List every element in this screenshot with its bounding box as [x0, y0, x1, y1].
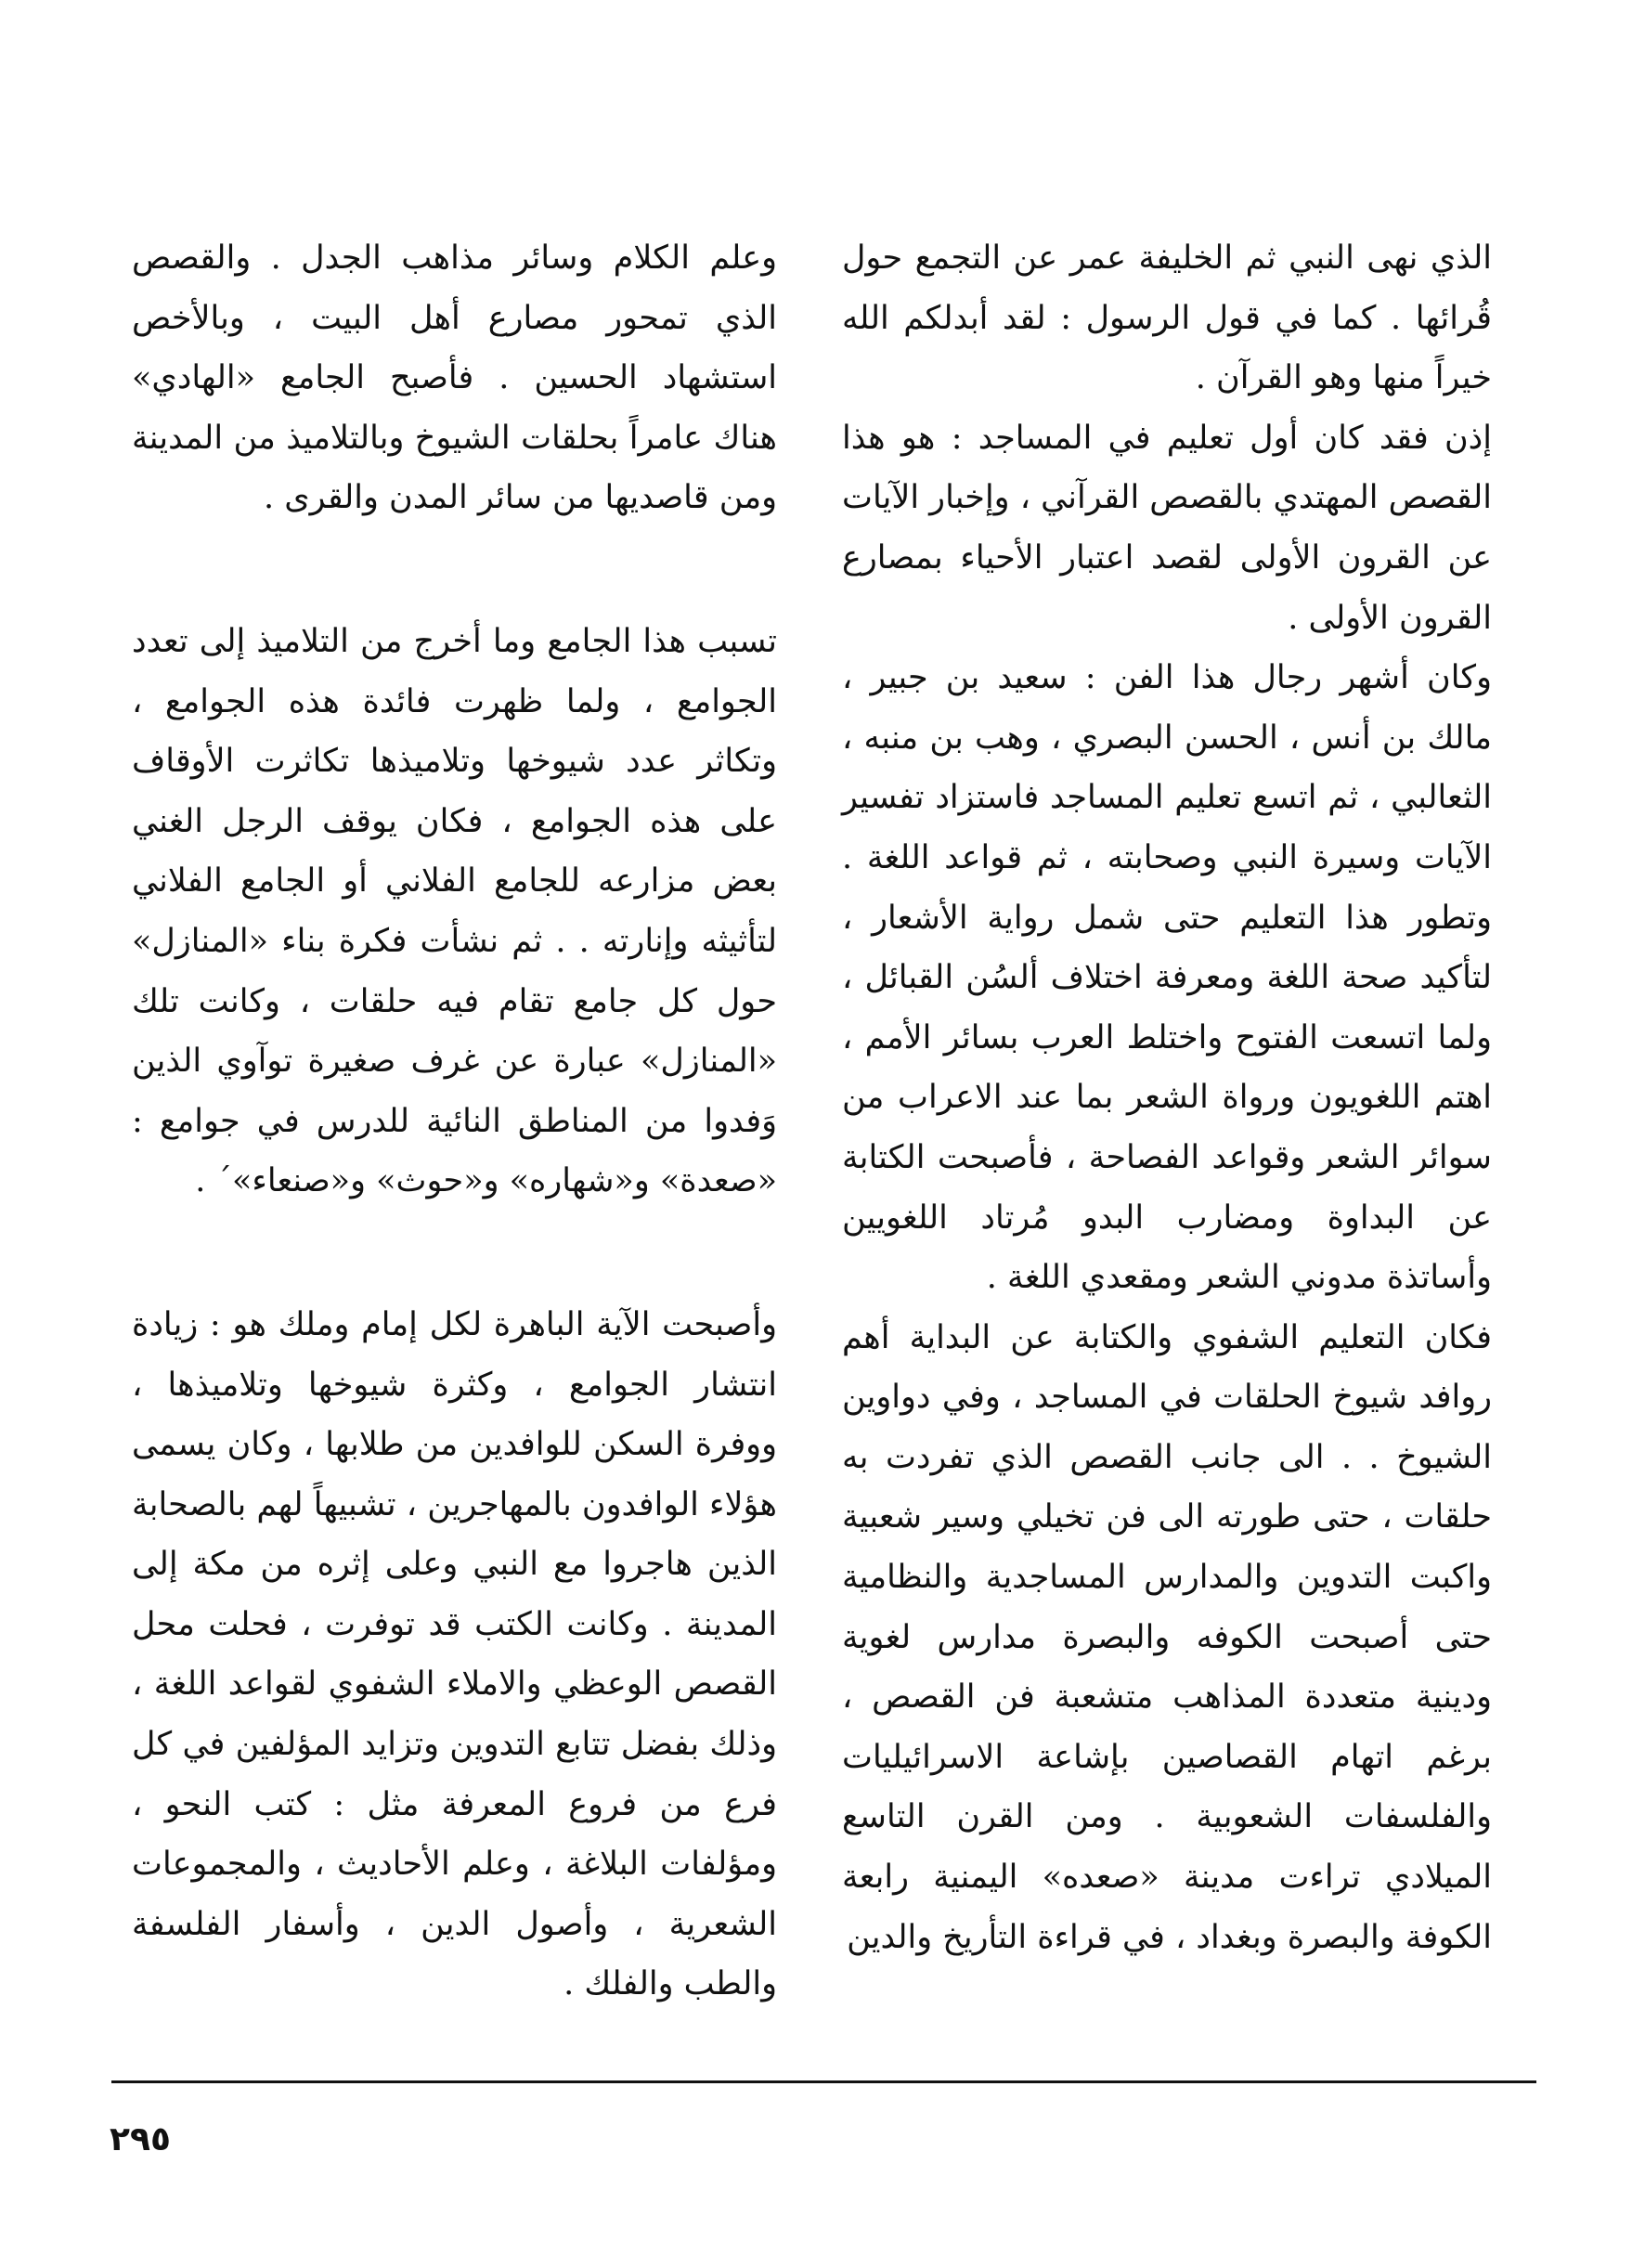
paragraph: وأصبحت الآية الباهرة لكل إمام وملك هو : زيادة انتشار الجوامع ، وكثرة شيوخها وتلاميذها ، ووفرة السكن للوافدين من طلابها ، وكان يسمى هؤلاء الوافدون بالمهاجرين ، تشبيهاً لهم بالصحابة الذين هاجروا مع النبي وعلى إثره من مكة إلى المدينة . وكانت الكتب قد توفرت ، فحلت محل القصص الوعظي والاملاء الشفوي لقواعد اللغة ، وذلك بفضل تتابع التدوين وتزايد المؤلفين في كل فرع من فروع المعرفة مثل : كتب النحو ، ومؤلفات البلاغة ، وعلم الأحاديث ، والمجموعات الشعرية ، وأصول الدين ، وأسفار الفلسفة والطب والفلك .: [132, 1305, 777, 2003]
paragraph-spacer: [132, 1212, 777, 1295]
paragraph: الذي نهى النبي ثم الخليفة عمر عن التجمع حول قُرائها . كما في قول الرسول : لقد أبدلكم الله خيراً منها وهو القرآن .: [842, 240, 1492, 397]
paragraph: فكان التعليم الشفوي والكتابة عن البداية أهم روافد شيوخ الحلقات في المساجد ، وفي دواوين الشيوخ . . الى جانب القصص الذي تفردت به حلقات ، حتى طورته الى فن تخيلي وسير شعبية واكبت التدوين والمدارس المساجدية والنظامية حتى أصبحت الكوفه والبصرة مدارس لغوية ودينية متعددة المذاهب متشعبة فن القصص ، برغم اتهام القصاصين بإشاعة الاسرائيليات والفلسفات الشعوبية . ومن القرن التاسع الميلادي تراءت مدينة «صعده» اليمنية رابعة الكوفة والبصرة وبغداد ، في قراءة التأريخ والدين: [842, 1318, 1492, 1956]
paragraph: تسبب هذا الجامع وما أخرج من التلاميذ إلى تعدد الجوامع ، ولما ظهرت فائدة هذه الجوامع ، وتكاثر عدد شيوخها وتلاميذها تكاثرت الأوقاف على هذه الجوامع ، فكان يوقف الرجل الغني بعض مزارعه للجامع الفلاني أو الجامع الفلاني لتأثيثه وإنارته . . ثم نشأت فكرة بناء «المنازل» حول كل جامع تقام فيه حلقات ، وكانت تلك «المنازل» عبارة عن غرف صغيرة توآوي الذين وَفدوا من المناطق النائية للدرس في جوامع : «صعدة» و«شهاره» و«حوث» و«صنعاء»´ .: [132, 622, 777, 1200]
paragraph: إذن فقد كان أول تعليم في المساجد : هو هذا القصص المهتدي بالقصص القرآني ، وإخبار الآيات عن القرون الأولى لقصد اعتبار الأحياء بمصارع القرون الأولى .: [842, 419, 1492, 637]
right-column: [842, 228, 1492, 1967]
paragraph-spacer: [132, 528, 777, 612]
paragraph: وكان أشهر رجال هذا الفن : سعيد بن جبير ، مالك بن أنس ، الحسن البصري ، وهب بن منبه ، الثعالبي ، ثم اتسع تعليم المساجد فاستزاد تفسير الآيات وسيرة النبي وصحابته ، ثم قواعد اللغة . وتطور هذا التعليم حتى شمل رواية الأشعار ، لتأكيد صحة اللغة ومعرفة اختلاف ألسُن القبائل ، ولما اتسعت الفتوح واختلط العرب بسائر الأمم ، اهتم اللغويون ورواة الشعر بما عند الاعراب من سوائر الشعر وقواعد الفصاحة ، فأصبحت الكتابة عن البداوة ومضارب البدو مُرتاد اللغويين وأساتذة مدوني الشعر ومقعدي اللغة .: [842, 659, 1492, 1297]
footer-divider: [111, 2080, 1536, 2083]
page-number: ٢٩٥: [110, 2120, 171, 2158]
paragraph: وعلم الكلام وسائر مذاهب الجدل . والقصص الذي تمحور مصارع أهل البيت ، وبالأخص استشهاد الحسين . فأصبح الجامع «الهادي» هناك عامراً بحلقات الشيوخ وبالتلاميذ من المدينة ومن قاصديها من سائر المدن والقرى .: [132, 240, 777, 517]
left-column: [132, 228, 777, 2015]
